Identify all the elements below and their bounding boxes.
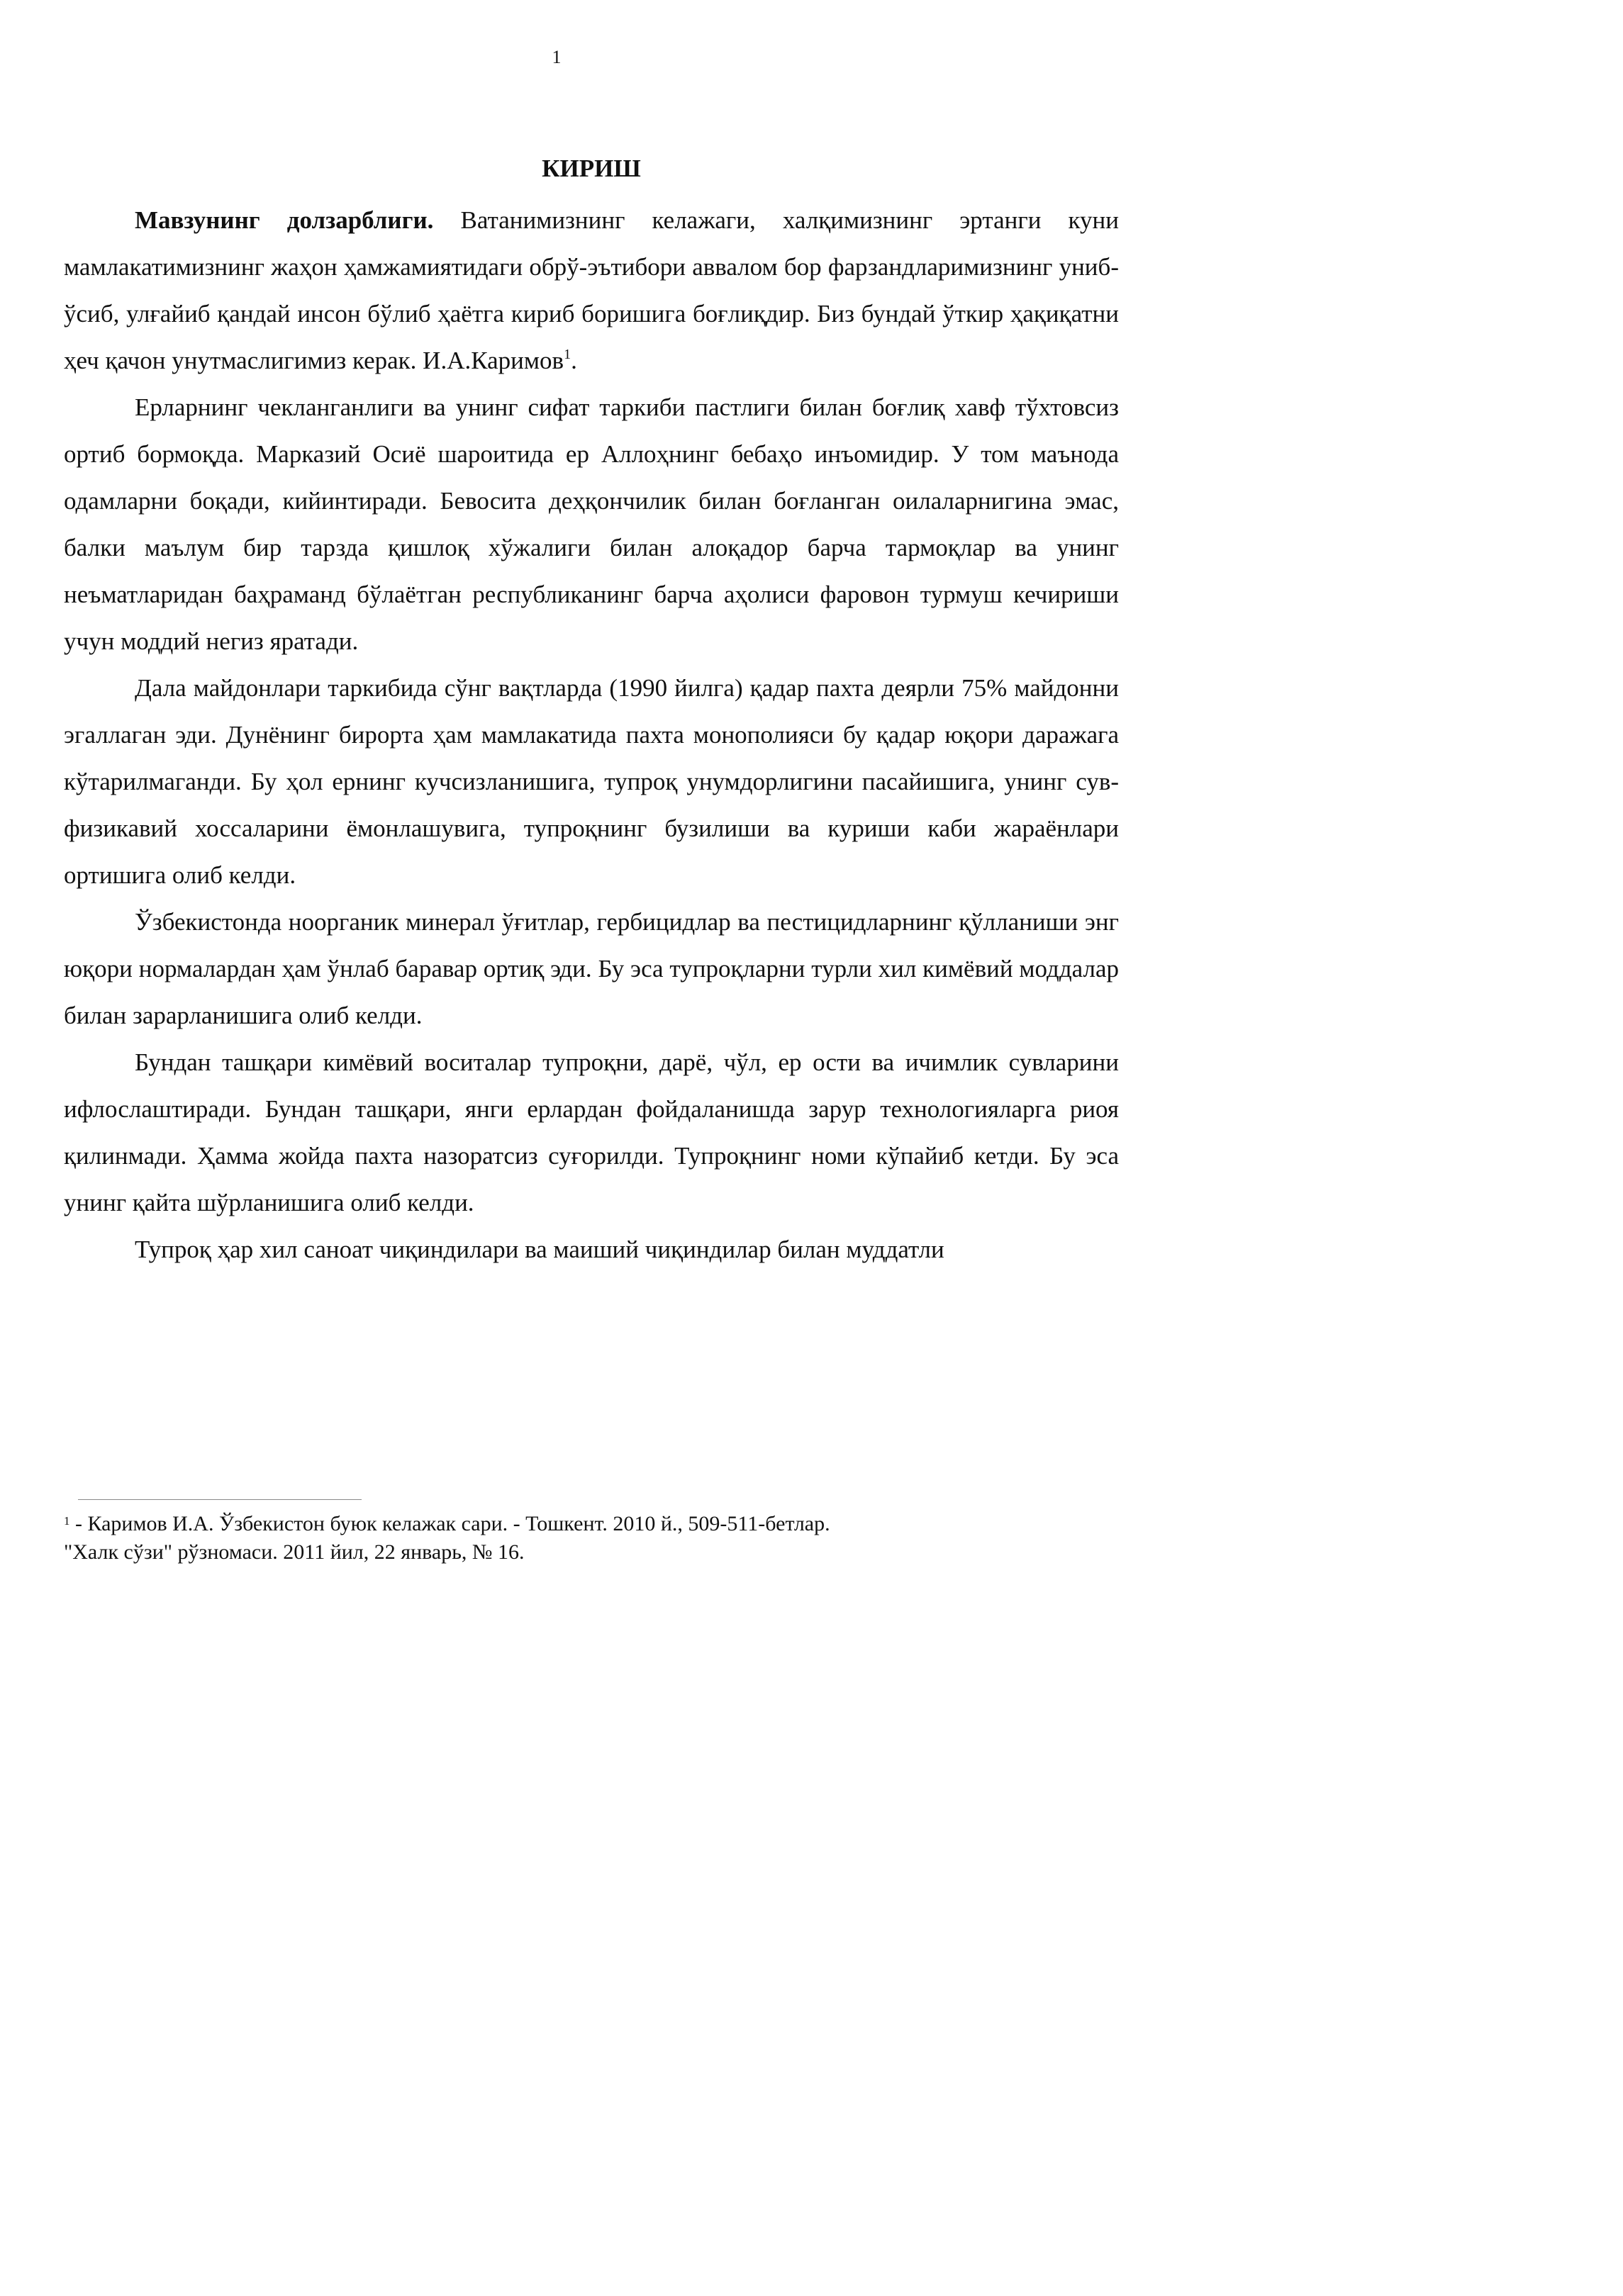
footnote-1-continued: "Халк сўзи" рўзномаси. 2011 йил, 22 январь, № 16. xyxy=(64,1540,525,1564)
paragraph-text: Ватанимизнинг келажаги, халқимизнинг эртанги куни мамлакатимизнинг жаҳон ҳамжамиятидаги обрў-эътибори аввалом бор фарзандларимизнинг униб-ўсиб, улғайиб қандай инсон бўлиб ҳаётга кириб боришига боғлиқдир. Биз бундай ўткир ҳақиқатни ҳеч қачон унутмаслигимиз керак. И.А.Каримов xyxy=(64,206,1119,374)
paragraph-cotton: Дала майдонлари таркибида сўнг вақтларда (1990 йилга) қадар пахта деярли 75% майдонни эгаллаган эди. Дунёнинг бирорта ҳам мамлакатида пахта монополияси бу қадар юқори даражага кўтарилмаганди. Бу ҳол ернинг кучсизланишига, тупроқ унумдорлигини пасайишига, унинг сув-физикавий хоссаларини ёмонлашувига, тупроқнинг бузилиши ва куриши каби жараёнлари ортишига олиб келди. xyxy=(64,674,1119,889)
paragraph-waste: Тупроқ ҳар хил саноат чиқиндилари ва маиший чиқиндилар билан муддатли xyxy=(135,1236,944,1263)
footnote-reference: 1 xyxy=(564,347,571,362)
paragraph-tail: . xyxy=(571,347,577,374)
page-number: 1 xyxy=(552,47,562,67)
paragraph-land: Ерларнинг чекланганлиги ва унинг сифат таркиби пастлиги билан боғлиқ хавф тўхтовсиз ортиб бормоқда. Марказий Осиё шароитида ер Аллоҳнинг бебаҳо инъомидир. У том маънода одамларни боқади, кийинтиради. Бевосита деҳқончилик билан боғланган оилаларнигина эмас, балки маълум бир тарзда қишлоқ хўжалиги билан алоқадор барча тармоқлар ва унинг неъматларидан баҳраманд бўлаётган республиканинг барча аҳолиси фаровон турмуш кечириши учун моддий негиз яратади. xyxy=(64,393,1119,655)
footnote-mark: 1 xyxy=(64,1514,70,1528)
paragraph-pollution: Бундан ташқари кимёвий воситалар тупроқни, дарё, чўл, ер ости ва ичимлик сувларини ифлослаштиради. Бундан ташқари, янги ерлардан фойдаланишда зарур технологияларга риоя қилинмади. Ҳамма жойда пахта назоратсиз суғорилди. Тупроқнинг номи кўпайиб кетди. Бу эса унинг қайта шўрланишига олиб келди. xyxy=(64,1048,1119,1216)
footnote-1 xyxy=(64,1510,1119,1538)
footnotes xyxy=(64,1510,1119,1567)
section-heading: КИРИШ xyxy=(542,155,641,182)
paragraph-fertilizers: Ўзбекистонда ноорганик минерал ўғитлар, гербицидлар ва пестицидларнинг қўлланиши энг юқори нормалардан ҳам ўнлаб баравар ортиқ эди. Бу эса тупроқларни турли хил кимёвий моддалар билан зарарланишига олиб келди. xyxy=(64,908,1119,1029)
body-text xyxy=(64,197,1119,1273)
paragraph-lead: Мавзунинг долзарблиги. xyxy=(135,206,434,234)
footnote-divider xyxy=(78,1499,362,1500)
footnote-text: - Каримов И.А. Ўзбекистон буюк келажак сари. - Тошкент. 2010 й., 509-511-бетлар. xyxy=(69,1512,830,1535)
paragraph-relevance xyxy=(64,197,1119,384)
